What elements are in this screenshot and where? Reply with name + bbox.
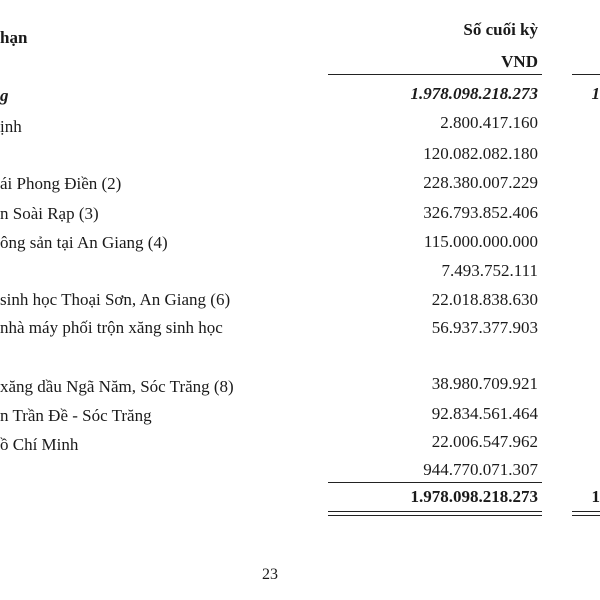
row-label-3: ái Phong Điền (2)	[0, 174, 122, 193]
column-header-unit: VND	[501, 52, 538, 71]
row-value-1: 2.800.417.160	[440, 113, 538, 132]
row-label-10: n Trần Đề - Sóc Trăng	[0, 406, 152, 425]
column-header-title: Số cuối kỳ	[463, 20, 538, 39]
row-value-2: 120.082.082.180	[423, 144, 538, 163]
row-value-3: 228.380.007.229	[423, 173, 538, 192]
row-label-4: n Soài Rạp (3)	[0, 204, 99, 223]
total-double-rule-bottom	[328, 515, 542, 516]
row-label-11: ồ Chí Minh	[0, 435, 79, 454]
total-value-bottom-right: 1	[591, 487, 600, 506]
total-value-top-right: 1	[591, 84, 600, 103]
page-number: 23	[262, 566, 278, 583]
row-label-7: sinh học Thoại Sơn, An Giang (6)	[0, 290, 231, 309]
row-value-7: 22.018.838.630	[431, 290, 538, 309]
total-double-rule-top-right	[572, 511, 600, 512]
row-value-9: 38.980.709.921	[431, 374, 538, 393]
subtotal-rule	[328, 482, 542, 483]
row-label-9: xăng dầu Ngã Năm, Sóc Trăng (8)	[0, 377, 234, 396]
row-value-6: 7.493.752.111	[441, 261, 538, 280]
row-label-5: ông sản tại An Giang (4)	[0, 233, 168, 252]
row-value-11: 22.006.547.962	[431, 432, 538, 451]
row-value-10: 92.834.561.464	[431, 404, 538, 423]
header-underline	[328, 74, 542, 75]
row-label-1: ịnh	[0, 117, 22, 136]
row-value-8: 56.937.377.903	[431, 318, 538, 337]
total-double-rule-bottom-right	[572, 515, 600, 516]
row-value-12: 944.770.071.307	[423, 460, 538, 479]
row-value-5: 115.000.000.000	[423, 232, 538, 251]
header-underline-right	[572, 74, 600, 75]
total-value-bottom: 1.978.098.218.273	[410, 487, 538, 506]
total-label: g	[0, 86, 9, 105]
total-value-top: 1.978.098.218.273	[410, 84, 538, 103]
row-value-4: 326.793.852.406	[423, 203, 538, 222]
row-label-8: nhà máy phối trộn xăng sinh học	[0, 318, 223, 337]
total-double-rule-top	[328, 511, 542, 512]
column-header-left: hạn	[0, 28, 28, 47]
